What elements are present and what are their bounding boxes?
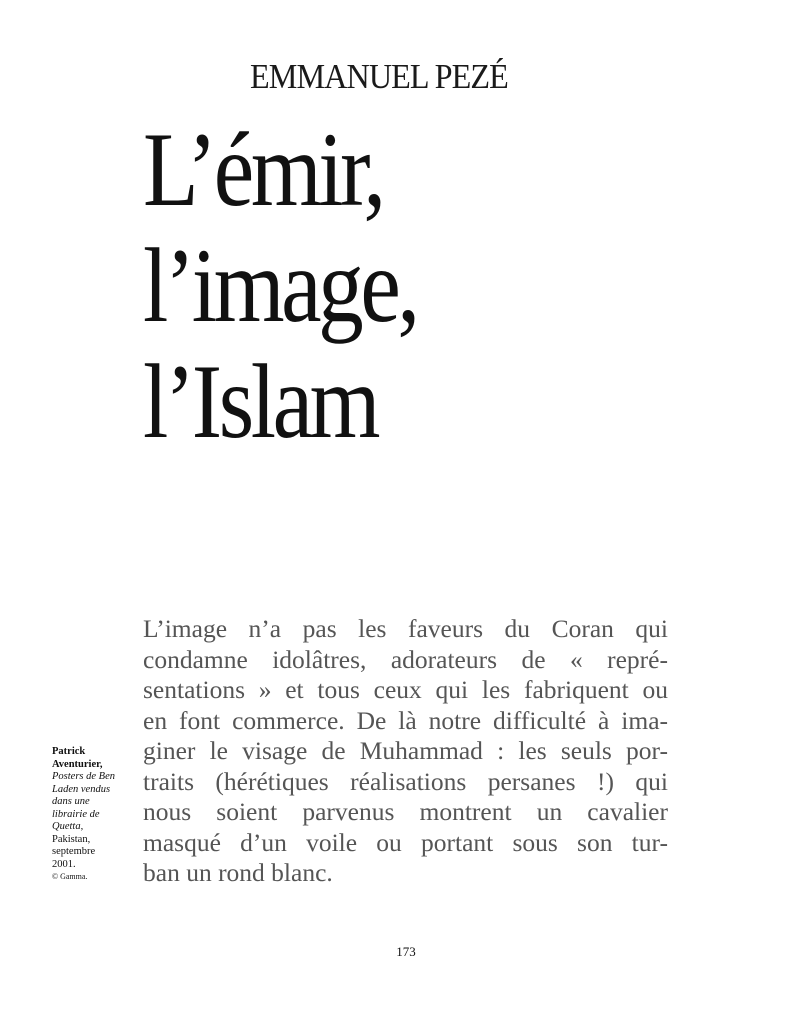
photo-caption — [52, 746, 136, 883]
caption-date-line: 2001. — [52, 858, 76, 870]
body-line: nous soient parvenus montrent un cavalier — [143, 797, 668, 826]
body-line: masqué d’un voile ou portant sous son tur- — [143, 827, 668, 857]
author-name: EMMANUEL PEZÉ — [250, 57, 508, 96]
body-line: giner le visage de Muhammad : les seuls por- — [143, 736, 668, 765]
caption-title-line: Posters de Ben — [52, 771, 115, 782]
title-line: L’émir, — [143, 111, 383, 228]
caption-title-line: Laden vendus — [52, 783, 111, 795]
caption-credit-name: Patrick — [52, 746, 86, 757]
caption-title-line: dans une — [52, 796, 90, 807]
caption-credit-name: Aventurier, — [52, 758, 103, 770]
article-title — [143, 112, 590, 460]
caption-title-line: Quetta, — [52, 821, 84, 832]
body-line: traits (hérétiques réalisations persanes !) qui — [143, 766, 668, 796]
body-line: en font commerce. De là notre difficulté à ima- — [143, 705, 668, 735]
caption-title-line: librairie de — [52, 808, 100, 820]
caption-copyright: © Gamma. — [52, 872, 88, 881]
title-line: l’image, — [143, 227, 417, 344]
body-line: L’image n’a pas les faveurs du Coran qui — [143, 614, 668, 643]
body-line: ban un rond blanc. — [143, 858, 333, 887]
caption-date-line: septembre — [52, 846, 96, 857]
body-line: sentations » et tous ceux qui les fabriquent ou — [143, 675, 668, 704]
caption-location-line: Pakistan, — [52, 833, 91, 845]
title-line: l’Islam — [143, 343, 378, 460]
page-number: 173 — [396, 944, 416, 959]
article-body — [143, 614, 668, 889]
body-line: condamne idolâtres, adorateurs de « repré- — [143, 644, 668, 674]
